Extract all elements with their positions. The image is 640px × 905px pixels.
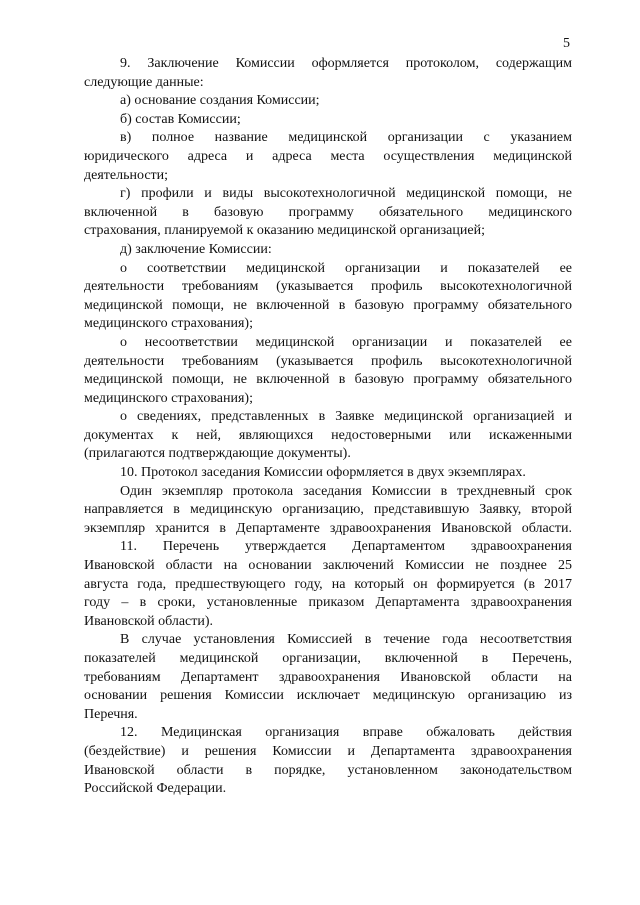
text-line: медицинского страхования); <box>84 316 253 332</box>
text-line: основании решения Комиссии исключает медицинскую организацию из <box>84 688 572 704</box>
text-line: Ивановской области). <box>84 613 214 629</box>
text-line: (бездействие) и решения Комиссии и Департамента здравоохранения <box>84 743 572 759</box>
text-line: деятельности требованиям (указывается профиль высокотехнологичной <box>84 353 572 369</box>
text-line: следующие данные: <box>84 74 204 90</box>
text-line: показателей медицинской организации, включенной в Перечень, <box>84 651 572 666</box>
text-line: экземпляр хранится в Департаменте здравоохранения Ивановской области. <box>84 520 572 536</box>
text-line: деятельности требованиям (указывается профиль высокотехнологичной <box>84 279 572 295</box>
text-line: д) заключение Комиссии: <box>120 241 272 257</box>
text-line: требованиям Департамент здравоохранения Ивановской области на <box>84 669 572 685</box>
text-line: 9. Заключение Комиссии оформляется протоколом, содержащим <box>120 56 572 71</box>
text-line: Ивановской области на основании заключений Комиссии не позднее 25 <box>84 558 572 574</box>
text-line: В случае установления Комиссией в течение года несоответствия <box>120 632 572 648</box>
page-number: 5 <box>563 36 570 51</box>
text-line: 12. Медицинская организация вправе обжаловать действия <box>120 725 572 741</box>
text-line: Ивановской области в порядке, установленном законодательством <box>84 762 572 778</box>
text-line: г) профили и виды высокотехнологичной медицинской помощи, не <box>120 186 572 202</box>
text-line: о сведениях, представленных в Заявке медицинской организацией и <box>120 409 572 425</box>
text-line: а) основание создания Комиссии; <box>120 93 320 109</box>
text-line: 11. Перечень утверждается Департаментом здравоохранения <box>120 539 572 555</box>
text-line: Российской Федерации. <box>84 781 227 797</box>
text-line: 10. Протокол заседания Комиссии оформляется в двух экземплярах. <box>120 465 526 481</box>
text-line: страхования, планируемой к оказанию медицинской организацией; <box>84 223 485 239</box>
text-line: году – в сроки, установленные приказом Департамента здравоохранения <box>84 595 572 611</box>
text-line: медицинской помощи, не включенной в базовую программу обязательного <box>84 372 572 388</box>
text-line: о несоответствии медицинской организации и показателей ее <box>120 334 572 350</box>
text-line: (прилагаются подтверждающие документы). <box>84 446 351 462</box>
text-line: направляется в медицинскую организацию, представившую Заявку, второй <box>84 502 572 518</box>
text-line: деятельности; <box>84 167 169 183</box>
document-body <box>84 55 572 799</box>
text-line: юридического адреса и адреса места осуществления медицинской <box>84 148 572 164</box>
text-line: медицинской помощи, не включенной в базовую программу обязательного <box>84 297 572 313</box>
text-line: Один экземпляр протокола заседания Комиссии в трехдневный срок <box>120 483 572 499</box>
text-line: медицинского страхования); <box>84 390 253 406</box>
text-line: включенной в базовую программу обязательного медицинского <box>84 204 572 220</box>
text-line: августа года, предшествующего году, на который он формируется (в 2017 <box>84 576 572 592</box>
text-line: Перечня. <box>84 706 138 722</box>
text-line: б) состав Комиссии; <box>120 111 241 127</box>
text-line: о соответствии медицинской организации и показателей ее <box>120 260 572 276</box>
text-line: документах к ней, являющихся недостоверными или искаженными <box>84 427 572 443</box>
text-line: в) полное название медицинской организации с указанием <box>120 130 572 146</box>
